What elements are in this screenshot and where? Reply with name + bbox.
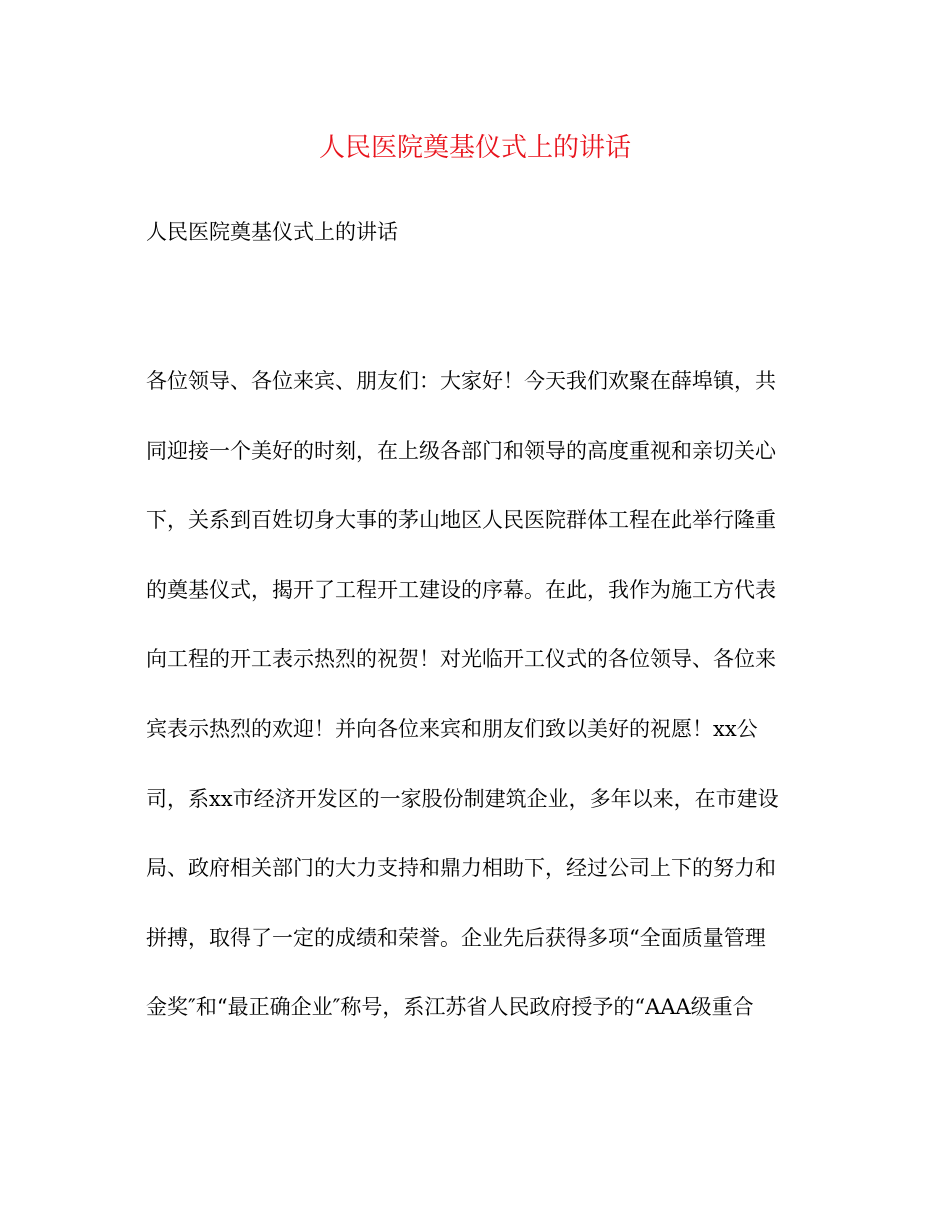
body-line: 局、政府相关部门的大力支持和鼎力相助下，经过公司上下的努力和 bbox=[146, 856, 776, 881]
body-line: 各位领导、各位来宾、朋友们：大家好！今天我们欢聚在薛埠镇，共 bbox=[146, 369, 776, 393]
body-line: 同迎接一个美好的时刻，在上级各部门和领导的高度重视和亲切关心 bbox=[146, 438, 776, 463]
body-line: 金奖″和“最正确企业″称号，系江苏省人民政府授予的“AAA级重合 bbox=[146, 995, 754, 1020]
body-line: 宾表示热烈的欢迎！并向各位来宾和朋友们致以美好的祝愿！xx公 bbox=[146, 716, 758, 741]
body-line: 下，关系到百姓切身大事的茅山地区人民医院群体工程在此举行隆重 bbox=[146, 508, 776, 533]
body-line: 向工程的开工表示热烈的祝贺！对光临开工仪式的各位领导、各位来 bbox=[146, 647, 776, 672]
body-line: 司，系xx市经济开发区的一家股份制建筑企业，多年以来，在市建设 bbox=[146, 786, 779, 811]
document-subtitle: 人民医院奠基仪式上的讲话 bbox=[146, 220, 398, 244]
body-text bbox=[146, 360, 826, 1056]
body-line: 拼搏，取得了一定的成绩和荣誉。企业先后获得多项“全面质量管理 bbox=[146, 925, 766, 950]
document-title: 人民医院奠基仪式上的讲话 bbox=[318, 133, 631, 163]
body-line: 的奠基仪式，揭开了工程开工建设的序幕。在此，我作为施工方代表 bbox=[146, 577, 776, 602]
